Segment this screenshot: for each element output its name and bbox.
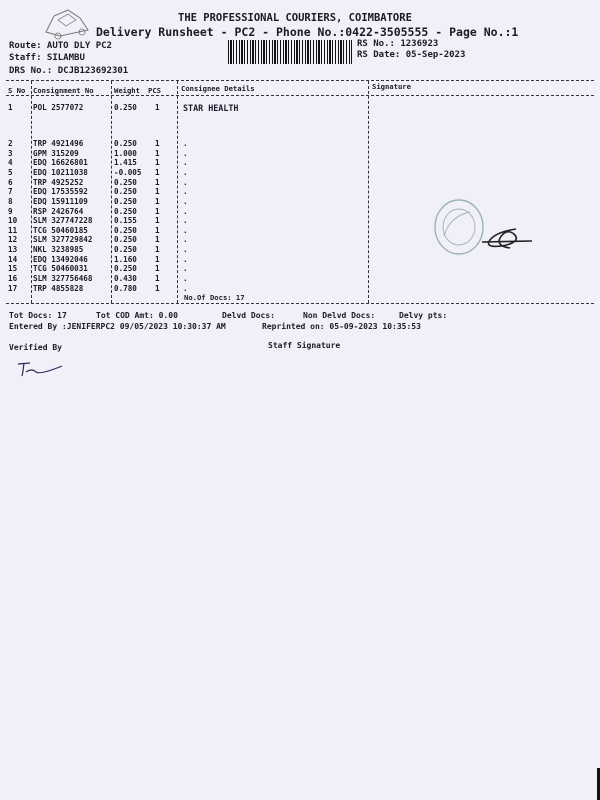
table-bottom-rule (6, 303, 594, 304)
row-pcs: 1 (155, 168, 160, 177)
rs-date: RS Date: 05-Sep-2023 (357, 50, 466, 60)
row-weight: 1.000 (114, 149, 137, 158)
row-consignment: TCG 50460185 (33, 226, 88, 235)
tot-cod-amt: Tot COD Amt: 0.00 (96, 311, 178, 320)
table-row (8, 245, 368, 255)
row-consignment: POL 2577072 (33, 103, 84, 112)
row-weight: 0.250 (114, 235, 137, 244)
row-sno: 16 (8, 274, 18, 283)
row-consignment: TRP 4925252 (33, 178, 84, 187)
row-consignee: . (183, 139, 188, 148)
row-consignment: RSP 2426764 (33, 207, 84, 216)
row-sno: 3 (8, 149, 13, 158)
row-consignment: SLM 327747228 (33, 216, 93, 225)
row-consignment: EDQ 17535592 (33, 187, 88, 196)
reprinted-on: Reprinted on: 05-09-2023 10:35:53 (262, 322, 421, 331)
row-consignee: . (183, 149, 188, 158)
row-consignee: . (183, 187, 188, 196)
row-weight: 1.160 (114, 255, 137, 264)
verified-by: Verified By (9, 343, 62, 352)
row-consignee: . (183, 158, 188, 167)
row-pcs: 1 (155, 207, 160, 216)
rs-number: RS No.: 1236923 (357, 39, 439, 49)
row-pcs: 1 (155, 197, 160, 206)
col-weight: Weight (114, 86, 140, 95)
row-consignment: EDQ 16626801 (33, 158, 88, 167)
row-consignee: . (183, 255, 188, 264)
table-row (8, 264, 368, 274)
drs-number: DRS No.: DCJB123692301 (9, 66, 129, 76)
row-weight: 0.250 (114, 178, 137, 187)
table-row (8, 103, 368, 113)
row-consignee: . (183, 216, 188, 225)
row-pcs: 1 (155, 255, 160, 264)
row-consignment: TRP 4921496 (33, 139, 84, 148)
header-top-rule (6, 80, 594, 81)
row-consignment: EDQ 10211038 (33, 168, 88, 177)
row-weight: 0.250 (114, 103, 137, 112)
table-row (8, 168, 368, 178)
row-pcs: 1 (155, 149, 160, 158)
row-pcs: 1 (155, 226, 160, 235)
table-row (8, 274, 368, 284)
row-weight: 0.250 (114, 245, 137, 254)
row-consignee: . (183, 168, 188, 177)
row-consignment: TCG 50460031 (33, 264, 88, 273)
row-sno: 11 (8, 226, 18, 235)
row-consignee: . (183, 226, 188, 235)
row-weight: 0.430 (114, 274, 137, 283)
delvd-docs: Delvd Docs: (222, 311, 275, 320)
runsheet-title: Delivery Runsheet - PC2 - Phone No.:0422-3505555 - Page No.:1 (96, 25, 519, 39)
table-row (8, 187, 368, 197)
row-pcs: 1 (155, 284, 160, 293)
row-sno: 6 (8, 178, 13, 187)
row-sno: 9 (8, 207, 13, 216)
row-pcs: 1 (155, 274, 160, 283)
header-bottom-rule (6, 95, 594, 96)
col-consignment: Consignment No (33, 86, 94, 95)
row-consignee: . (183, 264, 188, 273)
non-delvd-docs: Non Delvd Docs: (303, 311, 376, 320)
entered-by: Entered By :JENIFERPC2 09/05/2023 10:30:37 AM (9, 322, 226, 331)
table-row (8, 197, 368, 207)
row-sno: 17 (8, 284, 18, 293)
row-sno: 5 (8, 168, 13, 177)
receiver-signature (476, 224, 538, 256)
table-row (8, 216, 368, 226)
row-sno: 12 (8, 235, 18, 244)
table-row (8, 139, 368, 149)
row-sno: 7 (8, 187, 13, 196)
row-consignment: NKL 3238985 (33, 245, 84, 254)
row-consignee: . (183, 235, 188, 244)
row-consignment: SLM 327756468 (33, 274, 93, 283)
row-consignee: . (183, 284, 188, 293)
row-consignee: . (183, 274, 188, 283)
staff-label: Staff: SILAMBU (9, 53, 85, 63)
row-weight: 0.250 (114, 197, 137, 206)
row-consignment: EDQ 13492046 (33, 255, 88, 264)
tot-docs: Tot Docs: 17 (9, 311, 67, 320)
row-consignment: SLM 327729842 (33, 235, 93, 244)
row-weight: 0.250 (114, 187, 137, 196)
row-weight: 0.780 (114, 284, 137, 293)
row-weight: 0.250 (114, 264, 137, 273)
row-consignment: TRP 4855828 (33, 284, 84, 293)
row-consignment: GPM 315209 (33, 149, 79, 158)
row-pcs: 1 (155, 103, 160, 112)
row-pcs: 1 (155, 158, 160, 167)
row-sno: 4 (8, 158, 13, 167)
row-pcs: 1 (155, 139, 160, 148)
row-weight: 0.250 (114, 226, 137, 235)
runsheet-barcode (228, 40, 352, 64)
col-rule (368, 81, 369, 303)
delvy-pts: Delvy pts: (399, 311, 448, 320)
row-sno: 1 (8, 103, 13, 112)
row-weight: 0.250 (114, 207, 137, 216)
company-logo (38, 2, 102, 46)
row-pcs: 1 (155, 245, 160, 254)
row-weight: 1.415 (114, 158, 137, 167)
row-consignee: . (183, 245, 188, 254)
row-pcs: 1 (155, 178, 160, 187)
row-pcs: 1 (155, 264, 160, 273)
row-consignee: . (183, 197, 188, 206)
row-pcs: 1 (155, 187, 160, 196)
row-sno: 8 (8, 197, 13, 206)
row-weight: -0.005 (114, 168, 142, 177)
row-consignee: . (183, 207, 188, 216)
col-sno: S No (8, 86, 26, 95)
row-consignee: . (183, 178, 188, 187)
col-signature: Signature (372, 82, 411, 91)
row-sno: 14 (8, 255, 18, 264)
row-consignee: STAR HEALTH (183, 103, 239, 113)
row-consignment: EDQ 15911109 (33, 197, 88, 206)
row-sno: 10 (8, 216, 18, 225)
route-label: Route: AUTO DLY PC2 (9, 41, 112, 51)
row-weight: 0.250 (114, 139, 137, 148)
no-of-docs: No.Of Docs: 17 (184, 293, 245, 302)
row-pcs: 1 (155, 235, 160, 244)
row-weight: 0.155 (114, 216, 137, 225)
col-pcs: PCS (148, 86, 161, 95)
staff-signature-label: Staff Signature (268, 341, 341, 350)
row-sno: 15 (8, 264, 18, 273)
table-row (8, 235, 368, 245)
row-pcs: 1 (155, 216, 160, 225)
table-row (8, 158, 368, 168)
verifier-signature (16, 358, 66, 380)
col-consignee: Consignee Details (181, 84, 255, 93)
company-name: THE PROFESSIONAL COURIERS, COIMBATORE (178, 12, 412, 24)
row-sno: 13 (8, 245, 18, 254)
row-sno: 2 (8, 139, 13, 148)
